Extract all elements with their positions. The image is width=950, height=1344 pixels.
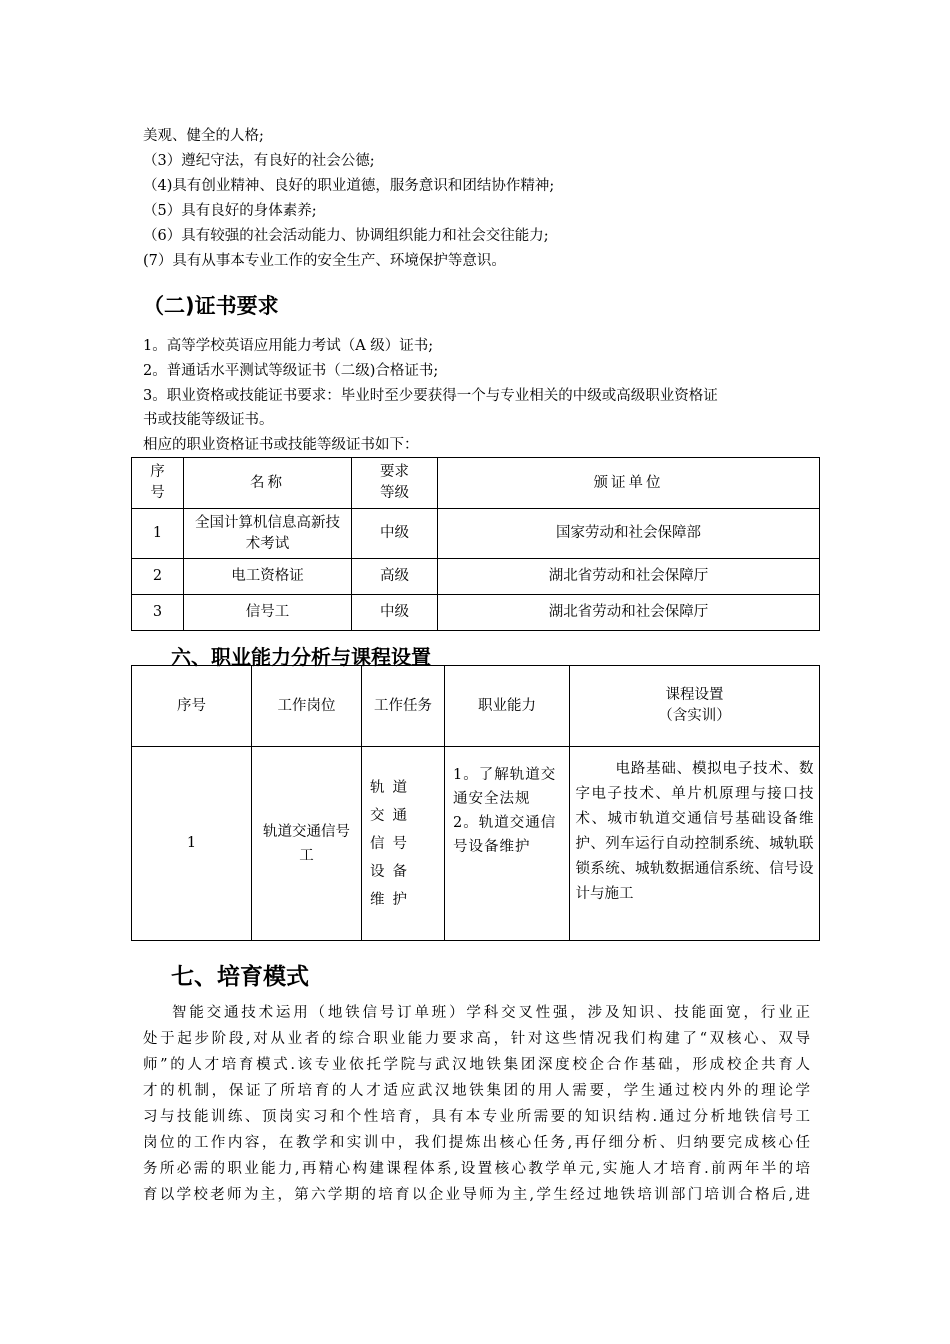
ability-cell-post: 轨道交通信号工 bbox=[252, 747, 362, 941]
cert-cell-level: 中级 bbox=[352, 595, 438, 631]
cert-cell-level: 中级 bbox=[352, 509, 438, 559]
paragraph-line: 岗位的工作内容，在教学和实训中，我们提炼出核心任务,再仔细分析、归纳要完成核心任 bbox=[143, 1135, 810, 1151]
cert-cell-no: 2 bbox=[132, 559, 184, 595]
cert-cell-name: 电工资格证 bbox=[184, 559, 352, 595]
cert-cell-name: 信号工 bbox=[184, 595, 352, 631]
intro-line: （3）遵纪守法，有良好的社会公德; bbox=[143, 153, 375, 169]
cert-item: 1。高等学校英语应用能力考试（A 级）证书; bbox=[143, 338, 434, 354]
cert-cell-issuer: 湖北省劳动和社会保障厅 bbox=[438, 595, 820, 631]
ability-header-task: 工作任务 bbox=[362, 666, 445, 747]
ability-header-ability: 职业能力 bbox=[445, 666, 570, 747]
cert-item: 2。普通话水平测试等级证书（二级)合格证书; bbox=[143, 363, 439, 379]
cert-item: 书或技能等级证书。 bbox=[143, 412, 274, 428]
cert-header-name: 名称 bbox=[184, 458, 352, 509]
table-row bbox=[132, 509, 820, 559]
intro-line: 美观、健全的人格; bbox=[143, 128, 264, 144]
ability-section-heading: 六、职业能力分析与课程设置 bbox=[171, 645, 431, 669]
ability-item: 1。了解轨道交通安全法规 bbox=[453, 767, 557, 807]
ability-header-no: 序号 bbox=[132, 666, 252, 747]
ability-cell-task: 轨道交通信号设备维护 bbox=[362, 747, 445, 941]
ability-cell-ability bbox=[445, 747, 570, 941]
ability-item: 2。轨道交通信号设备维护 bbox=[453, 815, 557, 855]
intro-line: （4)具有创业精神、良好的职业道德，服务意识和团结协作精神; bbox=[143, 178, 555, 194]
cert-header-issuer: 颁证单位 bbox=[438, 458, 820, 509]
paragraph-line: 育以学校老师为主，第六学期的培育以企业导师为主,学生经过地铁培训部门培训合格后,进 bbox=[143, 1187, 810, 1203]
cert-cell-issuer: 国家劳动和社会保障部 bbox=[438, 509, 820, 559]
paragraph-line: 务所必需的职业能力,再精心构建课程体系,设置核心教学单元,实施人才培育.前两年半的培 bbox=[143, 1161, 810, 1177]
cert-table-caption: 相应的职业资格证书或技能等级证书如下： bbox=[143, 437, 419, 453]
cert-cell-issuer: 湖北省劳动和社会保障厅 bbox=[438, 559, 820, 595]
ability-header-post: 工作岗位 bbox=[252, 666, 362, 747]
cert-section-heading: （二)证书要求 bbox=[143, 294, 279, 318]
paragraph-line: 师”的人才培育模式.该专业依托学院与武汉地铁集团深度校企合作基础，形成校企共育人 bbox=[143, 1057, 810, 1073]
cert-cell-no: 1 bbox=[132, 509, 184, 559]
ability-header-course-note: （含实训） bbox=[658, 708, 731, 724]
intro-line: （5）具有良好的身体素养; bbox=[143, 203, 317, 219]
table-row bbox=[132, 559, 820, 595]
cert-table bbox=[131, 457, 820, 631]
ability-cell-course: 电路基础、模拟电子技术、数字电子技术、单片机原理与接口技术、城市轨道交通信号基础设备维护、列车运行自动控制系统、城轨联锁系统、城轨数据通信系统、信号设计与施工 bbox=[570, 747, 820, 941]
cert-header-no: 序号 bbox=[132, 458, 184, 509]
ability-table-header-row bbox=[132, 666, 820, 747]
ability-cell-no: 1 bbox=[132, 747, 252, 941]
table-row bbox=[132, 595, 820, 631]
cert-cell-name: 全国计算机信息高新技术考试 bbox=[184, 509, 352, 559]
paragraph-line: 处于起步阶段,对从业者的综合职业能力要求高，针对这些情况我们构建了“双核心、双导 bbox=[143, 1031, 810, 1047]
ability-header-course bbox=[570, 666, 820, 747]
training-paragraph bbox=[143, 1000, 810, 1208]
paragraph-line: 智能交通技术运用（地铁信号订单班）学科交叉性强，涉及知识、技能面宽，行业正 bbox=[172, 1005, 810, 1021]
table-row bbox=[132, 747, 820, 941]
ability-header-course-title: 课程设置 bbox=[665, 687, 724, 703]
intro-line: （6）具有较强的社会活动能力、协调组织能力和社会交往能力; bbox=[143, 228, 549, 244]
intro-line: (7）具有从事本专业工作的安全生产、环境保护等意识。 bbox=[143, 253, 506, 269]
cert-table-header-row bbox=[132, 458, 820, 509]
paragraph-line: 才的机制，保证了所培育的人才适应武汉地铁集团的用人需要，学生通过校内外的理论学 bbox=[143, 1083, 810, 1099]
paragraph-line: 习与技能训练、顶岗实习和个性培育，具有本专业所需要的知识结构.通过分析地铁信号工 bbox=[143, 1109, 810, 1125]
ability-table bbox=[131, 665, 820, 941]
cert-header-level: 要求等级 bbox=[352, 458, 438, 509]
cert-item: 3。职业资格或技能证书要求：毕业时至少要获得一个与专业相关的中级或高级职业资格证 bbox=[143, 388, 718, 404]
cert-cell-no: 3 bbox=[132, 595, 184, 631]
cert-cell-level: 高级 bbox=[352, 559, 438, 595]
training-section-heading: 七、培育模式 bbox=[171, 964, 309, 990]
